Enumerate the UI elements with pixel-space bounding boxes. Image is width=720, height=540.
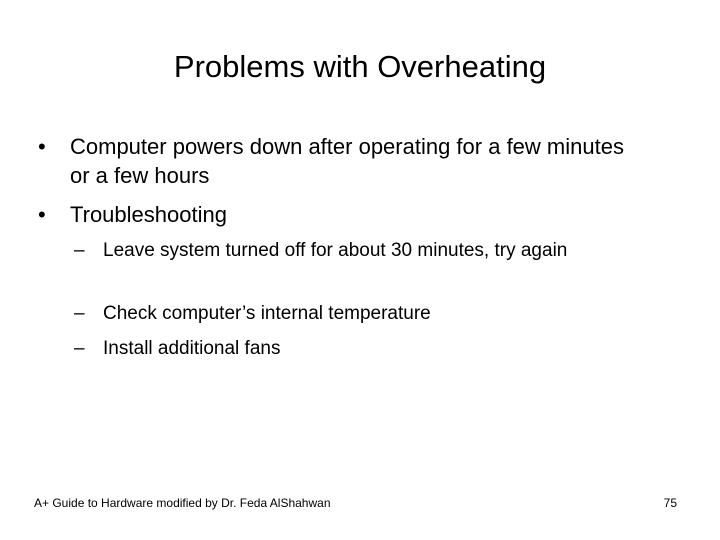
footer-credit: A+ Guide to Hardware modified by Dr. Feda AlShahwan: [34, 496, 331, 510]
bullet-text: Computer powers down after operating for a few minutes or a few hours: [70, 134, 624, 188]
sub-bullet-item: [74, 238, 634, 264]
bullet-item: [38, 200, 648, 229]
sub-bullet-text: Check computer’s internal temperature: [103, 303, 431, 324]
sub-bullet-item: [74, 336, 634, 362]
bullet-marker: •: [38, 134, 46, 159]
sub-bullet-item: [74, 301, 634, 327]
sub-bullet-marker: –: [74, 240, 85, 261]
sub-bullet-marker: –: [74, 303, 85, 324]
bullet-item: [38, 132, 648, 190]
sub-bullet-text: Install additional fans: [103, 338, 281, 359]
bullet-marker: •: [38, 202, 46, 227]
slide-title: Problems with Overheating: [173, 49, 547, 84]
sub-bullet-marker: –: [74, 338, 85, 359]
page-number: 75: [663, 496, 677, 510]
bullet-text: Troubleshooting: [70, 202, 227, 227]
sub-bullet-text: Leave system turned off for about 30 minutes, try again: [103, 240, 568, 261]
